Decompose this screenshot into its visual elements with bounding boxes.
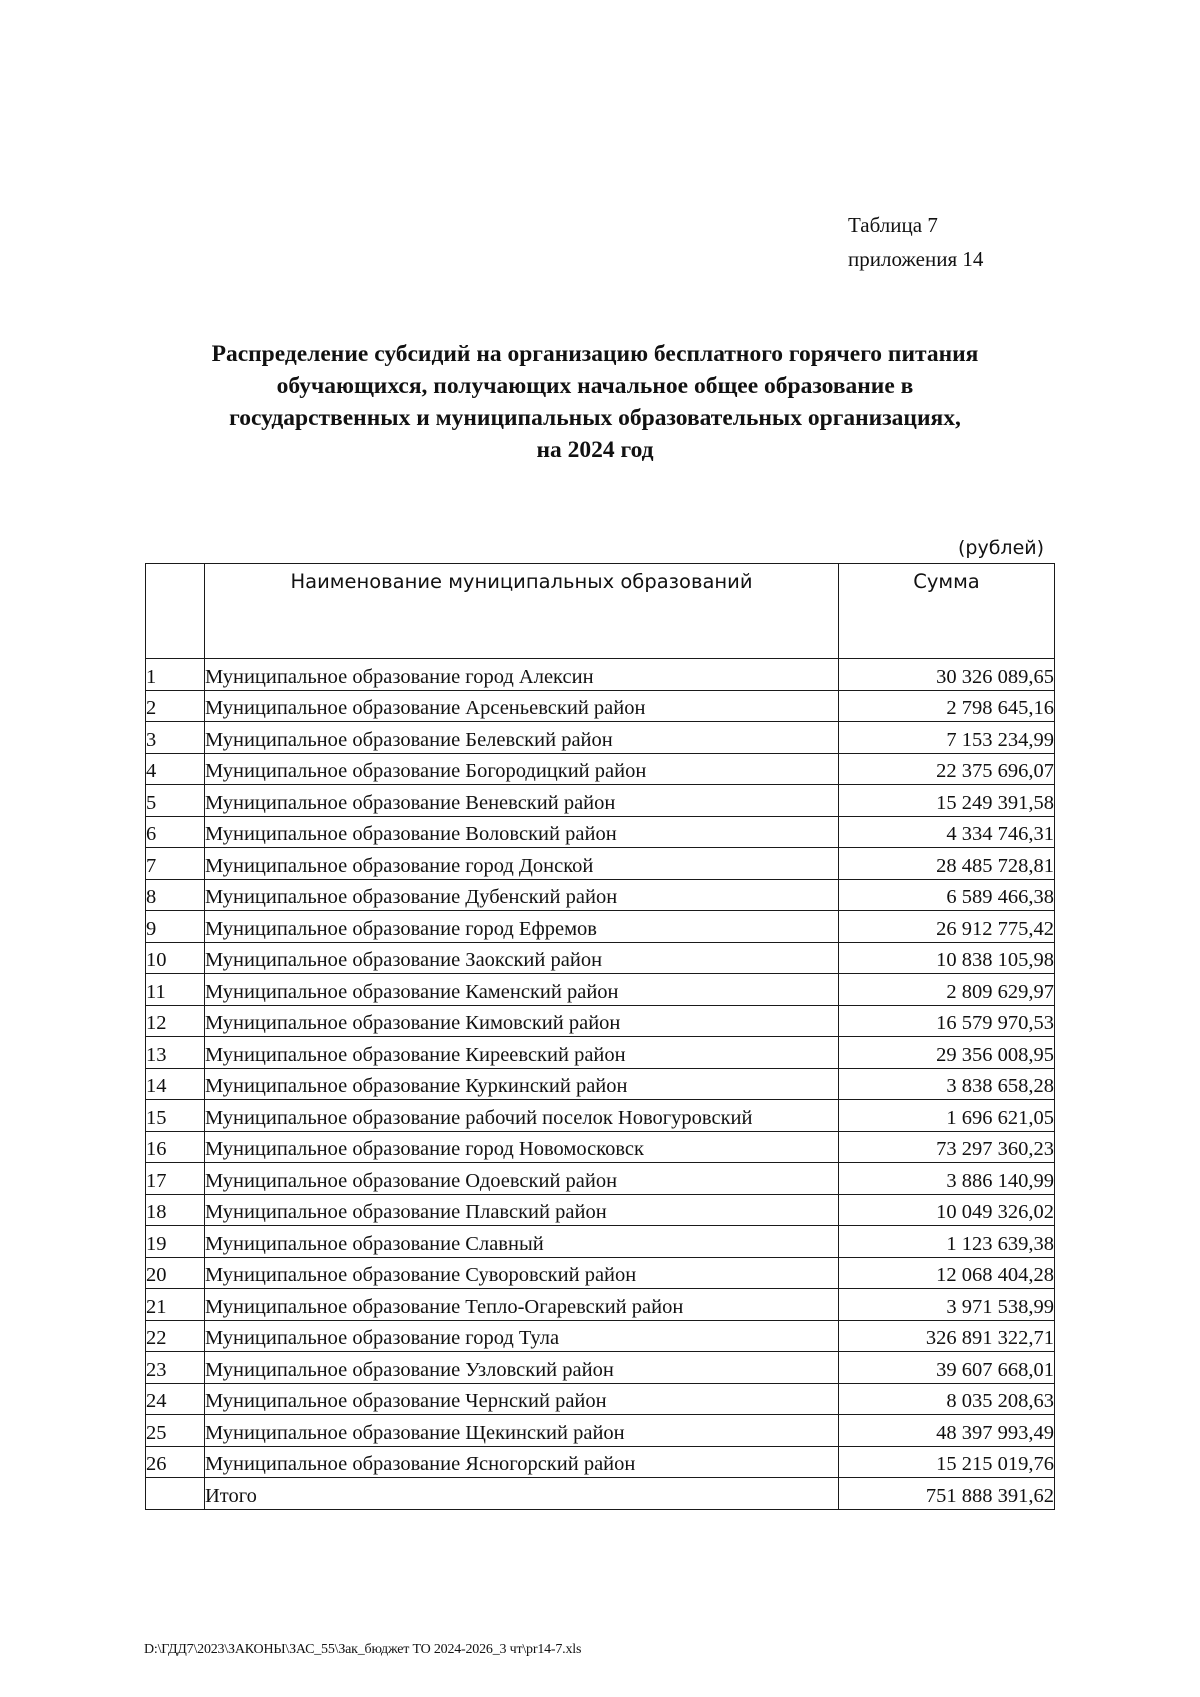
- row-number: 7: [146, 848, 205, 880]
- table-row: [146, 816, 1055, 848]
- subsidy-amount: 22 375 696,07: [839, 753, 1055, 785]
- table-row: [146, 1068, 1055, 1100]
- municipality-name: Муниципальное образование Арсеньевский район: [205, 690, 839, 722]
- title-line-4: на 2024 год: [536, 437, 654, 463]
- table-row: [146, 1226, 1055, 1258]
- subsidy-amount: 12 068 404,28: [839, 1257, 1055, 1289]
- title-line-2: обучающихся, получающих начальное общее образование в: [276, 373, 914, 399]
- title-line-3: государственных и муниципальных образовательных организациях,: [229, 405, 961, 431]
- table-row: [146, 879, 1055, 911]
- row-number: 23: [146, 1352, 205, 1384]
- municipality-name: Муниципальное образование Славный: [205, 1226, 839, 1258]
- municipality-name: Муниципальное образование Куркинский район: [205, 1068, 839, 1100]
- file-path-footer: D:\ГДД7\2023\ЗАКОНЫ\ЗАС_55\Зак_бюджет ТО 2024-2026_3 чт\pr14-7.xls: [144, 1642, 582, 1657]
- table-row: [146, 1446, 1055, 1478]
- table-reference-number: Таблица 7: [848, 213, 938, 237]
- municipality-name: Муниципальное образование Одоевский район: [205, 1163, 839, 1195]
- row-number: 9: [146, 911, 205, 943]
- row-number: 14: [146, 1068, 205, 1100]
- row-number: 16: [146, 1131, 205, 1163]
- subsidy-amount: 30 326 089,65: [839, 659, 1055, 691]
- table-row: [146, 753, 1055, 785]
- table-row: [146, 1037, 1055, 1069]
- table-row: [146, 785, 1055, 817]
- title-line-1: Распределение субсидий на организацию бесплатного горячего питания: [211, 341, 979, 367]
- municipality-name: Муниципальное образование Богородицкий район: [205, 753, 839, 785]
- table-reference: [848, 208, 983, 276]
- table-row: [146, 1320, 1055, 1352]
- units-label: (рублей): [958, 537, 1045, 559]
- subsidy-amount: 15 215 019,76: [839, 1446, 1055, 1478]
- municipality-name: Муниципальное образование рабочий поселок Новогуровский: [205, 1100, 839, 1132]
- table-row: [146, 942, 1055, 974]
- table-row: [146, 690, 1055, 722]
- subsidy-amount: 3 838 658,28: [839, 1068, 1055, 1100]
- row-number: 26: [146, 1446, 205, 1478]
- row-number: 18: [146, 1194, 205, 1226]
- row-number: 11: [146, 974, 205, 1006]
- subsidy-amount: 1 123 639,38: [839, 1226, 1055, 1258]
- municipality-name: Муниципальное образование Тепло-Огаревский район: [205, 1289, 839, 1321]
- subsidy-amount: 1 696 621,05: [839, 1100, 1055, 1132]
- municipality-name: Муниципальное образование Чернский район: [205, 1383, 839, 1415]
- table-row: [146, 722, 1055, 754]
- municipality-name: Муниципальное образование город Алексин: [205, 659, 839, 691]
- table-row: [146, 659, 1055, 691]
- header-num: [146, 564, 205, 659]
- row-number: 4: [146, 753, 205, 785]
- table-row: [146, 974, 1055, 1006]
- table-total-row: [146, 1478, 1055, 1510]
- row-number: 6: [146, 816, 205, 848]
- municipality-name: Муниципальное образование Суворовский район: [205, 1257, 839, 1289]
- subsidy-amount: 26 912 775,42: [839, 911, 1055, 943]
- municipality-name: Муниципальное образование Дубенский район: [205, 879, 839, 911]
- row-number: 21: [146, 1289, 205, 1321]
- municipality-name: Муниципальное образование город Тула: [205, 1320, 839, 1352]
- subsidy-amount: 8 035 208,63: [839, 1383, 1055, 1415]
- row-number: 22: [146, 1320, 205, 1352]
- row-number: 10: [146, 942, 205, 974]
- table-row: [146, 1257, 1055, 1289]
- table-row: [146, 1194, 1055, 1226]
- municipality-name: Муниципальное образование Каменский район: [205, 974, 839, 1006]
- subsidy-amount: 10 049 326,02: [839, 1194, 1055, 1226]
- municipality-name: Муниципальное образование Ясногорский район: [205, 1446, 839, 1478]
- row-number: 8: [146, 879, 205, 911]
- table-row: [146, 1005, 1055, 1037]
- municipality-name: Муниципальное образование Заокский район: [205, 942, 839, 974]
- municipality-name: Муниципальное образование город Донской: [205, 848, 839, 880]
- subsidy-amount: 326 891 322,71: [839, 1320, 1055, 1352]
- row-number: 1: [146, 659, 205, 691]
- subsidy-amount: 2 798 645,16: [839, 690, 1055, 722]
- subsidy-amount: 7 153 234,99: [839, 722, 1055, 754]
- table-body: [146, 659, 1055, 1510]
- municipality-name: Муниципальное образование город Ефремов: [205, 911, 839, 943]
- municipality-name: Муниципальное образование Веневский район: [205, 785, 839, 817]
- subsidy-amount: 4 334 746,31: [839, 816, 1055, 848]
- municipality-name: Муниципальное образование Щекинский район: [205, 1415, 839, 1447]
- subsidy-amount: 39 607 668,01: [839, 1352, 1055, 1384]
- subsidy-amount: 16 579 970,53: [839, 1005, 1055, 1037]
- subsidy-amount: 73 297 360,23: [839, 1131, 1055, 1163]
- table-row: [146, 1289, 1055, 1321]
- table-row: [146, 1163, 1055, 1195]
- table-row: [146, 1415, 1055, 1447]
- table-reference-appendix: приложения 14: [848, 247, 984, 271]
- subsidy-amount: 28 485 728,81: [839, 848, 1055, 880]
- subsidy-amount: 2 809 629,97: [839, 974, 1055, 1006]
- table-row: [146, 1383, 1055, 1415]
- total-label: Итого: [205, 1478, 839, 1510]
- row-number: 20: [146, 1257, 205, 1289]
- table-header-row: [146, 564, 1055, 659]
- row-number: 25: [146, 1415, 205, 1447]
- subsidy-table: [145, 563, 1055, 1510]
- row-number: 24: [146, 1383, 205, 1415]
- header-name: Наименование муниципальных образований: [205, 564, 839, 659]
- total-amount: 751 888 391,62: [839, 1478, 1055, 1510]
- table-row: [146, 848, 1055, 880]
- subsidy-amount: 6 589 466,38: [839, 879, 1055, 911]
- municipality-name: Муниципальное образование Воловский район: [205, 816, 839, 848]
- subsidy-amount: 3 886 140,99: [839, 1163, 1055, 1195]
- subsidy-amount: 10 838 105,98: [839, 942, 1055, 974]
- table-row: [146, 1100, 1055, 1132]
- row-number: 19: [146, 1226, 205, 1258]
- table-row: [146, 1352, 1055, 1384]
- row-number: 13: [146, 1037, 205, 1069]
- municipality-name: Муниципальное образование Белевский район: [205, 722, 839, 754]
- table-row: [146, 911, 1055, 943]
- municipality-name: Муниципальное образование Плавский район: [205, 1194, 839, 1226]
- subsidy-amount: 48 397 993,49: [839, 1415, 1055, 1447]
- subsidy-amount: 15 249 391,58: [839, 785, 1055, 817]
- municipality-name: Муниципальное образование Киреевский район: [205, 1037, 839, 1069]
- row-number: 15: [146, 1100, 205, 1132]
- row-number: 2: [146, 690, 205, 722]
- row-number: 12: [146, 1005, 205, 1037]
- row-number: 3: [146, 722, 205, 754]
- row-number: 17: [146, 1163, 205, 1195]
- subsidy-amount: 3 971 538,99: [839, 1289, 1055, 1321]
- municipality-name: Муниципальное образование Кимовский район: [205, 1005, 839, 1037]
- table-row: [146, 1131, 1055, 1163]
- document-title: [130, 338, 1060, 466]
- municipality-name: Муниципальное образование Узловский район: [205, 1352, 839, 1384]
- row-number: 5: [146, 785, 205, 817]
- total-number: [146, 1478, 205, 1510]
- municipality-name: Муниципальное образование город Новомосковск: [205, 1131, 839, 1163]
- header-amount: Сумма: [839, 564, 1055, 659]
- subsidy-amount: 29 356 008,95: [839, 1037, 1055, 1069]
